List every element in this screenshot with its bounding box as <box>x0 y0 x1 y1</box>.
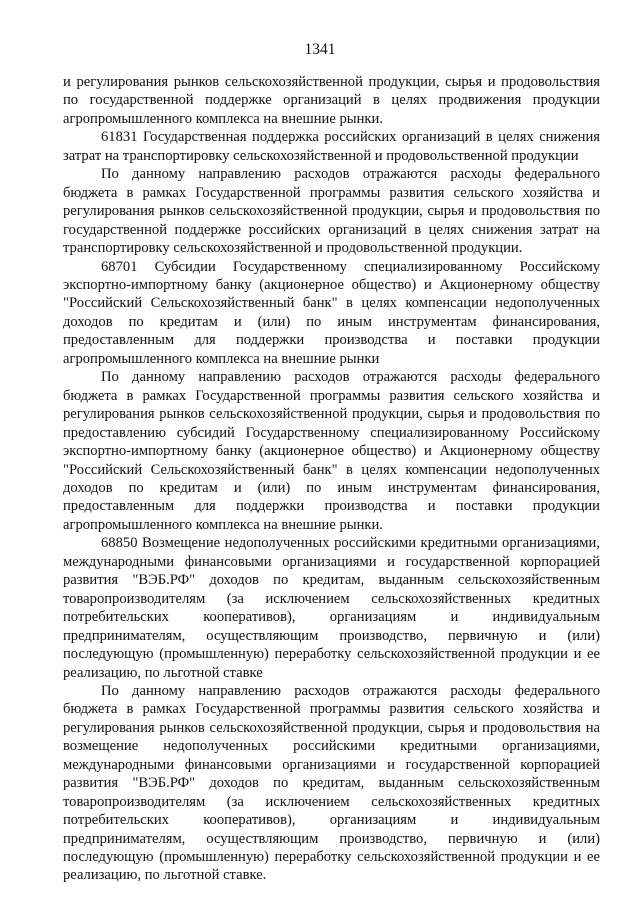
document-body <box>63 73 600 885</box>
paragraph-description-61831: По данному направлению расходов отражаются расходы федерального бюджета в рамках Государственной программы развития сельского хозяйства и регулирования рынков сельскохозяйственной продукции, сырья и продовольствия по государственной поддержке российских организаций в целях снижения затрат на транспортировку сельскохозяйственной и продовольственной продукции. <box>63 166 600 257</box>
paragraph-continuation: и регулирования рынков сельскохозяйственной продукции, сырья и продовольствия по государственной поддержке организаций в целях продвижения продукции агропромышленного комплекса на внешние рынки. <box>63 74 600 127</box>
paragraph-heading-68850: 68850 Возмещение недополученных российскими кредитными организациями, международными финансовыми организациями и государственной корпорацией развития "ВЭБ.РФ" доходов по кредитам, выданным сельскохозяйственным товаропроизводителям (за исключением сельскохозяйственных кредитных потребительских кооперативов), организациям и индивидуальным предпринимателям, осуществляющим производство, первичную и (или) последующую (промышленную) переработку сельскохозяйственной продукции и ее реализацию, по льготной ставке <box>63 535 600 681</box>
paragraph-heading-61831: 61831 Государственная поддержка российских организаций в целях снижения затрат на транспортировку сельскохозяйственной и продовольственной продукции <box>63 129 600 164</box>
paragraph-heading-68701: 68701 Субсидии Государственному специализированному Российскому экспортно-импортному банку (акционерное общество) и Акционерному обществу "Российский Сельскохозяйственный банк" в целях компенсации недополученных доходов по кредитам и (или) по иным инструментам финансирования, предоставленным для поддержки производства и поставки продукции агропромышленного комплекса на внешние рынки <box>63 258 600 367</box>
paragraph-description-68850: По данному направлению расходов отражаются расходы федерального бюджета в рамках Государственной программы развития сельского хозяйства и регулирования рынков сельскохозяйственной продукции, сырья и продовольствия на возмещение недополученных российскими кредитными организациями, международными финансовыми организациями и государственной корпорацией развития "ВЭБ.РФ" доходов по кредитам, выданным сельскохозяйственным товаропроизводителям (за исключением сельскохозяйственных кредитных потребительских кооперативов), организациям и индивидуальным предпринимателям, осуществляющим производство, первичную и (или) последующую (промышленную) переработку сельскохозяйственной продукции и ее реализацию, по льготной ставке. <box>63 682 600 884</box>
page-number: 1341 <box>304 41 336 58</box>
paragraph-description-68701: По данному направлению расходов отражаются расходы федерального бюджета в рамках Государственной программы развития сельского хозяйства и регулирования рынков сельскохозяйственной продукции, сырья и продовольствия по предоставлению субсидий Государственному специализированному Российскому экспортно-импортному банку (акционерное общество) и Акционерному обществу "Российский Сельскохозяйственный банк" в целях компенсации недополученных доходов по кредитам и (или) по иным инструментам финансирования, предоставленным для поддержки производства и поставки продукции агропромышленного комплекса на внешние рынки. <box>63 369 600 533</box>
